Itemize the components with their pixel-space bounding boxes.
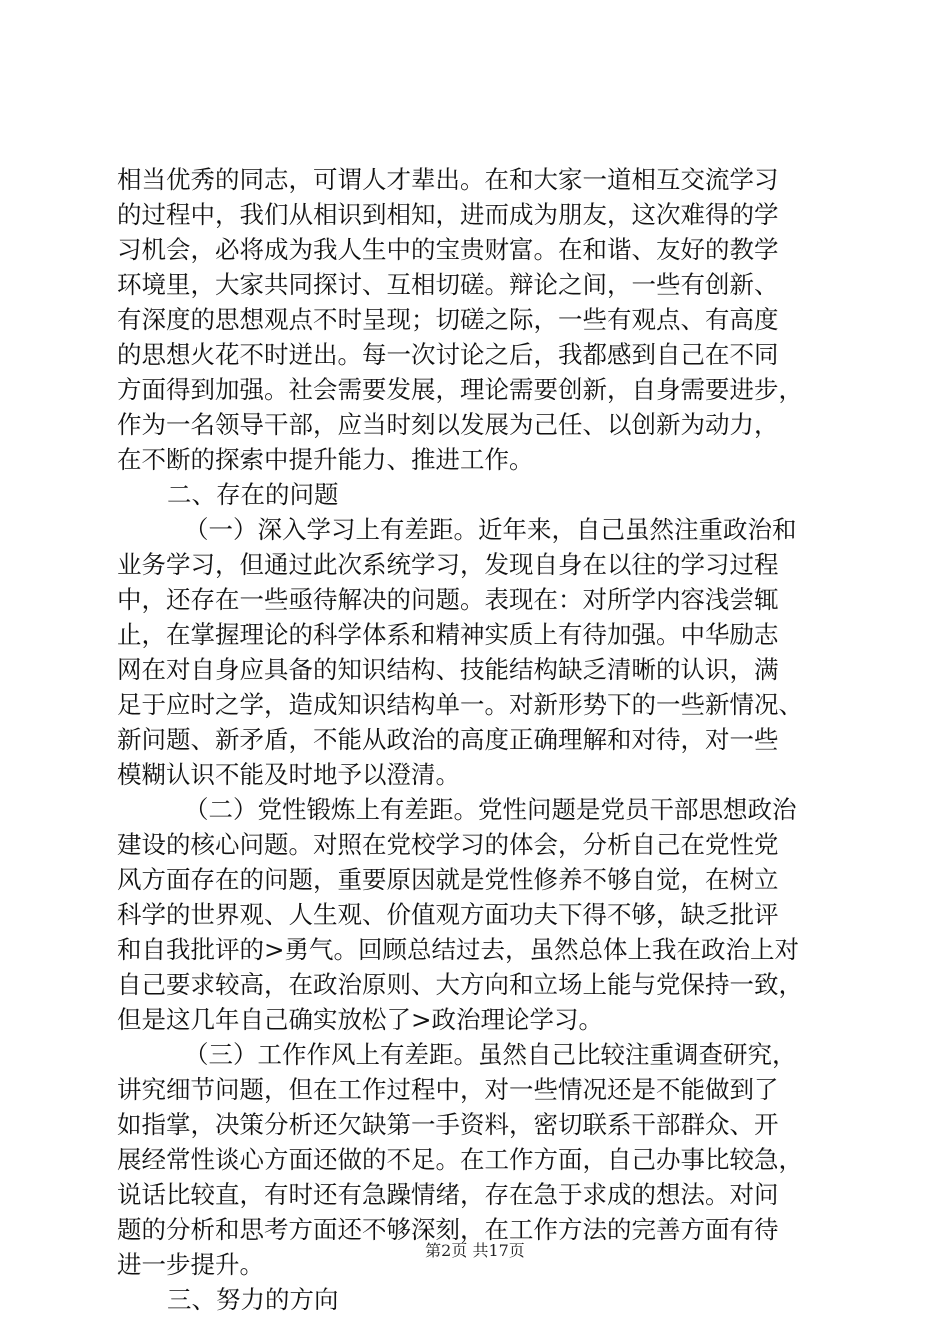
paragraph-line: 风方面存在的问题，重要原因就是党性修养不够自觉，在树立 — [117, 865, 779, 894]
paragraph-line: 业务学习，但通过此次系统学习，发现自身在以往的学习过程 — [117, 550, 779, 579]
paragraph-line: 的思想火花不时迸出。每一次讨论之后，我都感到自己在不同 — [117, 340, 779, 369]
paragraph-line: 足于应时之学，造成知识结构单一。对新形势下的一些新情况、 — [117, 690, 803, 719]
subsection-heading-line: （二）党性锻炼上有差距。党性问题是党员干部思想政治 — [184, 795, 797, 824]
subsection-heading-line: （三）工作作风上有差距。虽然自己比较注重调查研究， — [184, 1040, 797, 1069]
paragraph-line: 模糊认识不能及时地予以澄清。 — [117, 760, 460, 789]
document-body — [117, 162, 835, 1317]
paragraph-line: 作为一名领导干部，应当时刻以发展为己任、以创新为动力， — [117, 410, 779, 439]
paragraph-line: 和自我批评的>勇气。回顾总结过去，虽然总体上我在政治上对 — [117, 935, 800, 964]
paragraph-line: 有深度的思想观点不时呈现；切磋之际，一些有观点、有高度 — [117, 305, 779, 334]
paragraph-line: 相当优秀的同志，可谓人才辈出。在和大家一道相互交流学习 — [117, 165, 779, 194]
page-number-footer: 第2页 共17页 — [425, 1241, 525, 1260]
paragraph-line: 在不断的探索中提升能力、推进工作。 — [117, 445, 534, 474]
paragraph-line: 网在对自身应具备的知识结构、技能结构缺乏清晰的认识，满 — [117, 655, 779, 684]
paragraph-line: 说话比较直，有时还有急躁情绪，存在急于求成的想法。对问 — [117, 1180, 779, 1209]
paragraph-line: 题的分析和思考方面还不够深刻，在工作方法的完善方面有待 — [117, 1215, 779, 1244]
paragraph-line: 自己要求较高，在政治原则、大方向和立场上能与党保持一致， — [117, 970, 803, 999]
paragraph-line: 但是这几年自己确实放松了>政治理论学习。 — [117, 1005, 604, 1034]
paragraph-line: 中，还存在一些亟待解决的问题。表现在：对所学内容浅尝辄 — [117, 585, 779, 614]
paragraph-line: 建设的核心问题。对照在党校学习的体会，分析自己在党性党 — [117, 830, 779, 859]
paragraph-line: 展经常性谈心方面还做的不足。在工作方面，自己办事比较急， — [117, 1145, 803, 1174]
paragraph-line: 的过程中，我们从相识到相知，进而成为朋友，这次难得的学 — [117, 200, 779, 229]
paragraph-line: 科学的世界观、人生观、价值观方面功夫下得不够，缺乏批评 — [117, 900, 779, 929]
subsection-heading-line: （一）深入学习上有差距。近年来，自己虽然注重政治和 — [184, 515, 797, 544]
paragraph-line: 止，在掌握理论的科学体系和精神实质上有待加强。中华励志 — [117, 620, 779, 649]
paragraph-line: 方面得到加强。社会需要发展，理论需要创新，自身需要进步， — [117, 375, 803, 404]
paragraph-line: 新问题、新矛盾，不能从政治的高度正确理解和对待，对一些 — [117, 725, 779, 754]
section-heading: 二、存在的问题 — [167, 480, 339, 509]
paragraph-line: 环境里，大家共同探讨、互相切磋。辩论之间，一些有创新、 — [117, 270, 779, 299]
section-heading: 三、努力的方向 — [167, 1285, 339, 1314]
paragraph-line: 习机会，必将成为我人生中的宝贵财富。在和谐、友好的教学 — [117, 235, 779, 264]
paragraph-line: 如指掌，决策分析还欠缺第一手资料，密切联系干部群众、开 — [117, 1110, 779, 1139]
paragraph-line: 进一步提升。 — [117, 1250, 264, 1279]
paragraph-line: 讲究细节问题，但在工作过程中，对一些情况还是不能做到了 — [117, 1075, 779, 1104]
